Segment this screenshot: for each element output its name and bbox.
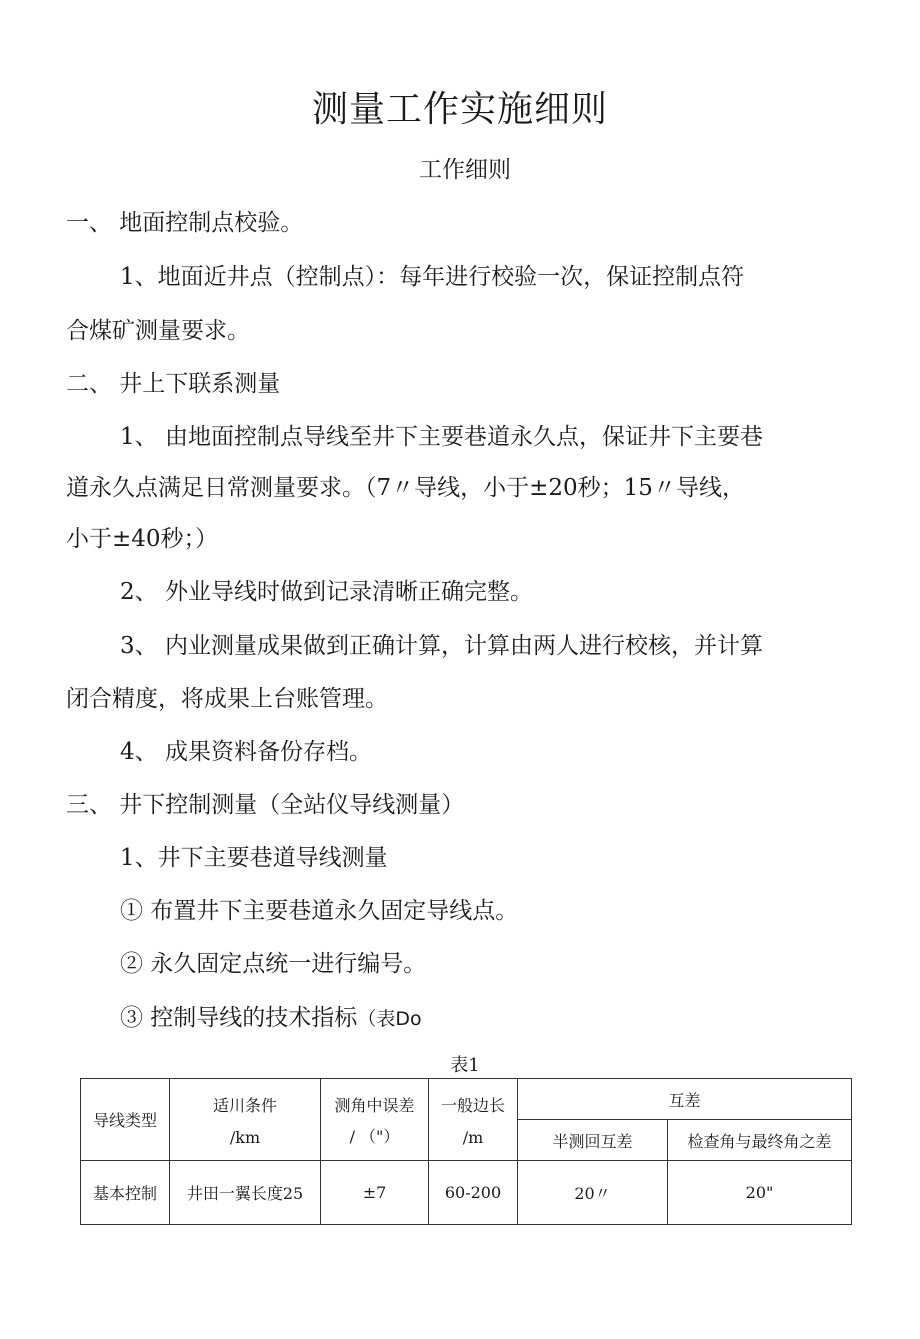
list-item: ① 布置井下主要巷道永久固定导线点。: [120, 898, 519, 924]
paragraph-line: 合煤矿测量要求。: [66, 318, 250, 344]
paragraph-line: 道永久点满足日常测量要求。（7〃导线，小于±20秒；15〃导线，: [66, 475, 745, 501]
header-line: 一般边长: [440, 1095, 505, 1115]
header-line: 适川条件: [212, 1095, 277, 1115]
paragraph-line: 4、 成果资料备份存档。: [120, 739, 372, 765]
header-cell: 半测回互差: [518, 1120, 668, 1161]
section-heading-1: 一、 地面控制点校验。: [66, 210, 304, 236]
document-title: 测量工作实施细则: [311, 89, 608, 130]
list-item: [120, 1002, 422, 1035]
section-heading-3: 三、 井下控制测量（全站仪导线测量）: [66, 792, 465, 818]
table-cell: 基本控制: [81, 1161, 170, 1225]
table-cell: 20〃: [518, 1161, 668, 1225]
table-caption: 表1: [450, 1055, 480, 1076]
header-cell: [429, 1079, 518, 1161]
paragraph-line: 1、地面近井点（控制点）：每年进行校验一次，保证控制点符: [120, 264, 745, 290]
paragraph-line: 1、 由地面控制点导线至井下主要巷道永久点，保证井下主要巷: [120, 424, 763, 450]
section-heading-2: 二、 井上下联系测量: [66, 371, 281, 397]
header-line: /km: [229, 1127, 261, 1147]
paragraph-line: 1、井下主要巷道导线测量: [120, 845, 388, 871]
header-line: 测角中误差: [334, 1095, 415, 1115]
header-cell: 检查角与最终角之差: [668, 1120, 852, 1161]
header-line: / （"）: [349, 1126, 400, 1146]
header-cell: [321, 1079, 429, 1161]
paragraph-line: 2、 外业导线时做到记录清晰正确完整。: [120, 579, 533, 605]
list-item: ② 永久固定点统一进行编号。: [120, 951, 427, 977]
paragraph-line: 闭合精度，将成果上台账管理。: [66, 686, 388, 712]
header-group-cell: 互差: [518, 1079, 852, 1120]
paragraph-line: 小于±40秒；）: [66, 526, 219, 552]
table-cell: ±7: [321, 1161, 429, 1225]
technical-spec-table: [80, 1078, 852, 1225]
table-reference: （表Do: [357, 1008, 422, 1030]
table-row: [81, 1161, 852, 1225]
document-subtitle: 工作细则: [419, 157, 511, 183]
table-cell: 井田一翼长度25: [170, 1161, 321, 1225]
table-cell: 60-200: [429, 1161, 518, 1225]
header-cell: 导线类型: [81, 1079, 170, 1161]
list-item-text: ③ 控制导线的技术指标: [120, 1005, 358, 1031]
table-cell: 20": [668, 1161, 852, 1225]
paragraph-line: 3、 内业测量成果做到正确计算，计算由两人进行校核，并计算: [120, 633, 763, 659]
header-cell: [170, 1079, 321, 1161]
header-line: /m: [462, 1127, 484, 1147]
